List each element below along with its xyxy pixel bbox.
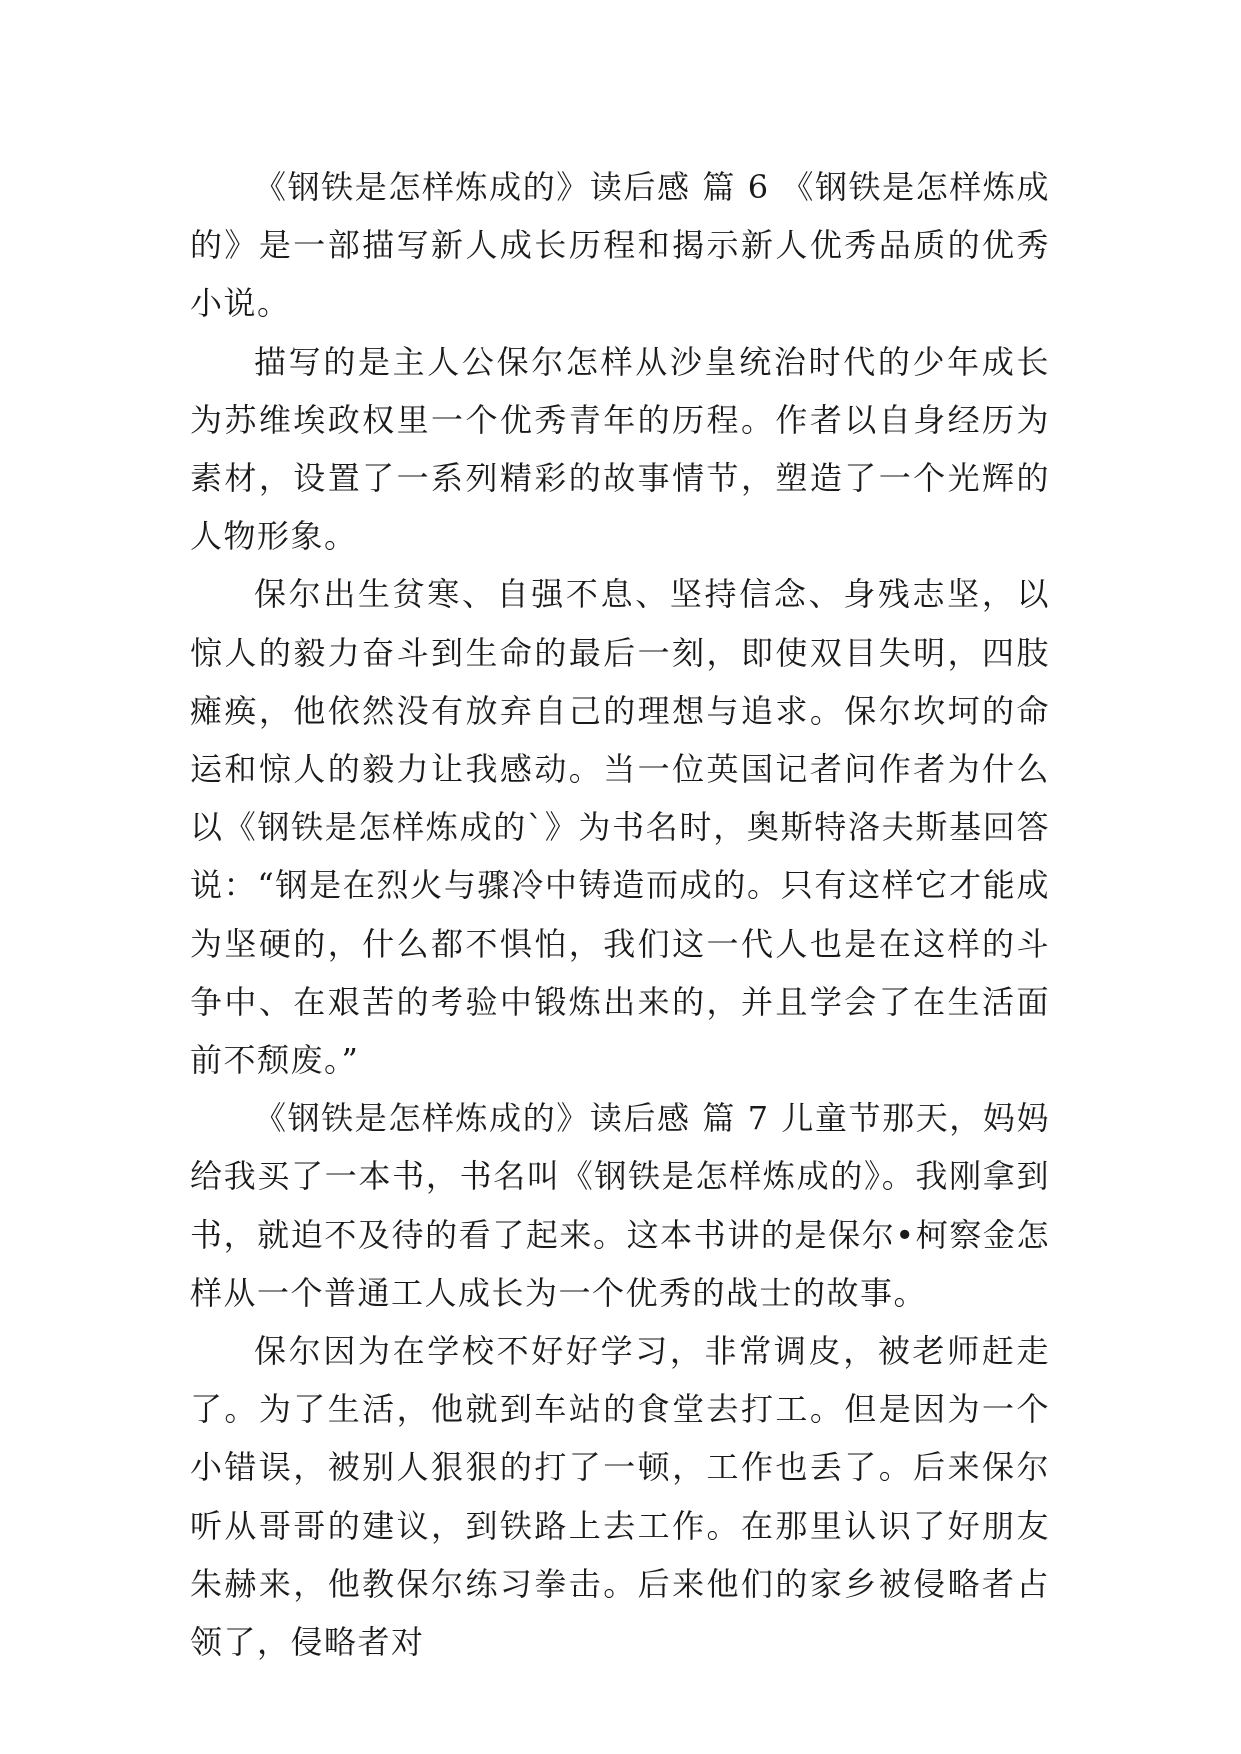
document-body	[190, 158, 1050, 1671]
paragraph-plot-summary: 描写的是主人公保尔怎样从沙皇统治时代的少年成长为苏维埃政权里一个优秀青年的历程。作者以自身经历为素材，设置了一系列精彩的故事情节，塑造了一个光辉的人物形象。	[190, 342, 1050, 556]
paragraph-review-7-intro: 《钢铁是怎样炼成的》读后感 篇 7 儿童节那天，妈妈给我买了一本书，书名叫《钢铁是怎样炼成的》。我刚拿到书，就迫不及待的看了起来。这本书讲的是保尔•柯察金怎样从一个普通工人成长为一个优秀的战士的故事。	[190, 1099, 1050, 1312]
paragraph-paul-character: 保尔出生贫寒、自强不息、坚持信念、身残志坚，以惊人的毅力奋斗到生命的最后一刻，即使双目失明，四肢瘫痪，他依然没有放弃自己的理想与追求。保尔坎坷的命运和惊人的毅力让我感动。当一位英国记者问作者为什么以《钢铁是怎样炼成的`》为书名时，奥斯特洛夫斯基回答说：“钢是在烈火与骤冷中铸造而成的。只有这样它才能成为坚硬的，什么都不惧怕，我们这一代人也是在这样的斗争中、在艰苦的考验中锻炼出来的，并且学会了在生活面前不颓废。”	[190, 575, 1050, 1080]
paragraph-paul-story: 保尔因为在学校不好好学习，非常调皮，被老师赶走了。为了生活，他就到车站的食堂去打工。但是因为一个小错误，被别人狠狠的打了一顿，工作也丢了。后来保尔听从哥哥的建议，到铁路上去工作。在那里认识了好朋友朱赫来，他教保尔练习拳击。后来他们的家乡被侵略者占领了，侵略者对	[190, 1332, 1050, 1662]
paragraph-review-6-intro: 《钢铁是怎样炼成的》读后感 篇 6 《钢铁是怎样炼成的》是一部描写新人成长历程和揭示新人优秀品质的优秀小说。	[190, 168, 1050, 323]
